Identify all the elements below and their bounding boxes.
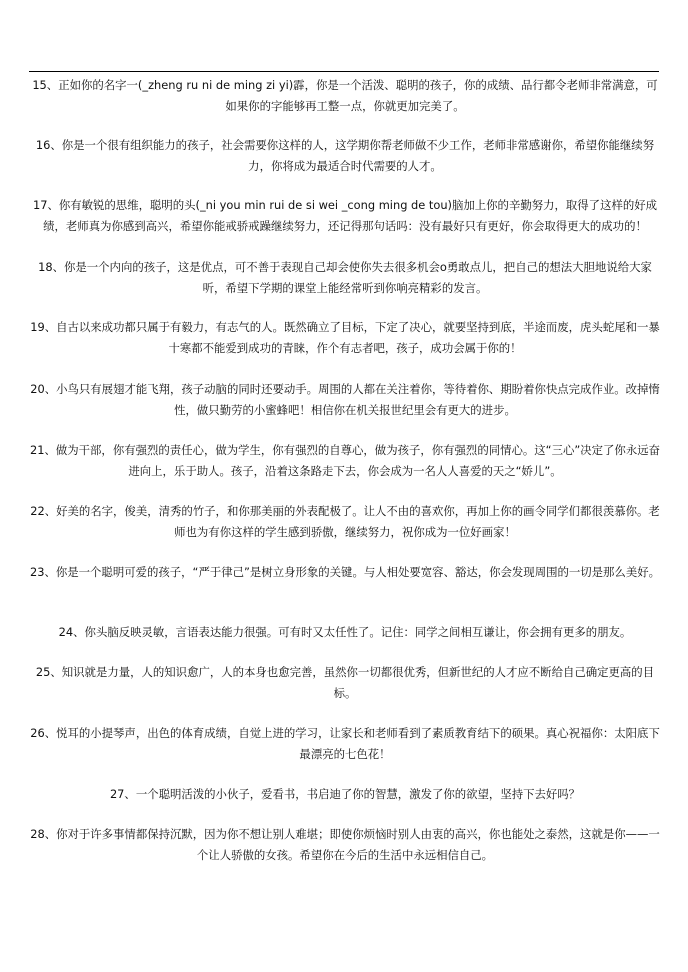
comment-list xyxy=(29,75,661,866)
comment-entry-26: 26、悦耳的小提琴声，出色的体育成绩，自觉上进的学习，让家长和老师看到了素质教育结下的硕果。真心祝福你：太阳底下最漂亮的七色花！ xyxy=(30,726,660,761)
comment-entry-23: 23、你是一个聪明可爱的孩子，“严于律己”是树立身形象的关键。与人相处要宽容、豁达，你会发现周围的一切是那么美好。 xyxy=(29,565,660,579)
comment-entry-17: 17、你有敏锐的思维，聪明的头(_ni you min rui de si wei _cong ming de tou)脑加上你的辛勤努力，取得了这样的好成绩，老师真为你感到高兴，希望你能戒骄戒躁继续努力，还记得那句话吗：没有最好只有更好，你会取得更大的成功的！ xyxy=(32,198,658,233)
comment-entry-25: 25、知识就是力量，人的知识愈广，人的本身也愈完善，虽然你一切都很优秀，但新世纪的人才应不断给自己确定更高的目标。 xyxy=(35,665,655,700)
comment-entry-27: 27、一个聪明活泼的小伙子，爱看书，书启迪了你的智慧，激发了你的欲望，坚持下去好吗？ xyxy=(109,787,581,801)
comment-entry-28: 28、你对于许多事情都保持沉默，因为你不想让别人难堪；即使你烦恼时别人由衷的高兴，你也能处之泰然，这就是你——一个让人骄傲的女孩。希望你在今后的生活中永远相信自己。 xyxy=(30,827,660,862)
header-rule xyxy=(29,71,659,72)
comment-entry-24: 24、你头脑反映灵敏，言语表达能力很强。可有时又太任性了。记住：同学之间相互谦让，你会拥有更多的朋友。 xyxy=(58,625,632,639)
comment-entry-21: 21、做为干部，你有强烈的责任心，做为学生，你有强烈的自尊心，做为孩子，你有强烈的同情心。这“三心”决定了你永远奋进向上，乐于助人。孩子，沿着这条路走下去，你会成为一名人人喜爱的天之“娇儿”。 xyxy=(29,443,660,478)
comment-entry-18: 18、你是一个内向的孩子，这是优点，可不善于表现自己却会使你失去很多机会o勇敢点儿，把自己的想法大胆地说给大家听，希望下学期的课堂上能经常听到你响亮精彩的发言。 xyxy=(38,260,652,295)
comment-entry-15: 15、正如你的名字一(_zheng ru ni de ming zi yi)霹，你是一个活泼、聪明的孩子，你的成绩、品行都令老师非常满意，可如果你的字能够再工整一点，你就更加完美了。 xyxy=(32,78,658,113)
comment-entry-19: 19、自古以来成功都只属于有毅力，有志气的人。既然确立了目标，下定了决心，就要坚持到底，半途而废，虎头蛇尾和一暴十寒都不能爱到成功的青睐，作个有志者吧，孩子，成功会属于你的！ xyxy=(30,320,660,355)
comment-entry-22: 22、好美的名字，俊美，清秀的竹子，和你那美丽的外表配极了。让人不由的喜欢你，再加上你的画令同学们都很羡慕你。老师也为有你这样的学生感到骄傲，继续努力，祝你成为一位好画家！ xyxy=(30,504,660,539)
comment-entry-20: 20、小鸟只有展翅才能飞翔，孩子动脑的同时还要动手。周围的人都在关注着你，等待着你、期盼着你快点完成作业。改掉惰性，做只勤劳的小蜜蜂吧！相信你在机关报世纪里会有更大的进步。 xyxy=(30,382,660,417)
comment-entry-16: 16、你是一个很有组织能力的孩子，社会需要你这样的人，这学期你帮老师做不少工作，老师非常感谢你，希望你能继续努力，你将成为最适合时代需要的人才。 xyxy=(35,138,655,173)
